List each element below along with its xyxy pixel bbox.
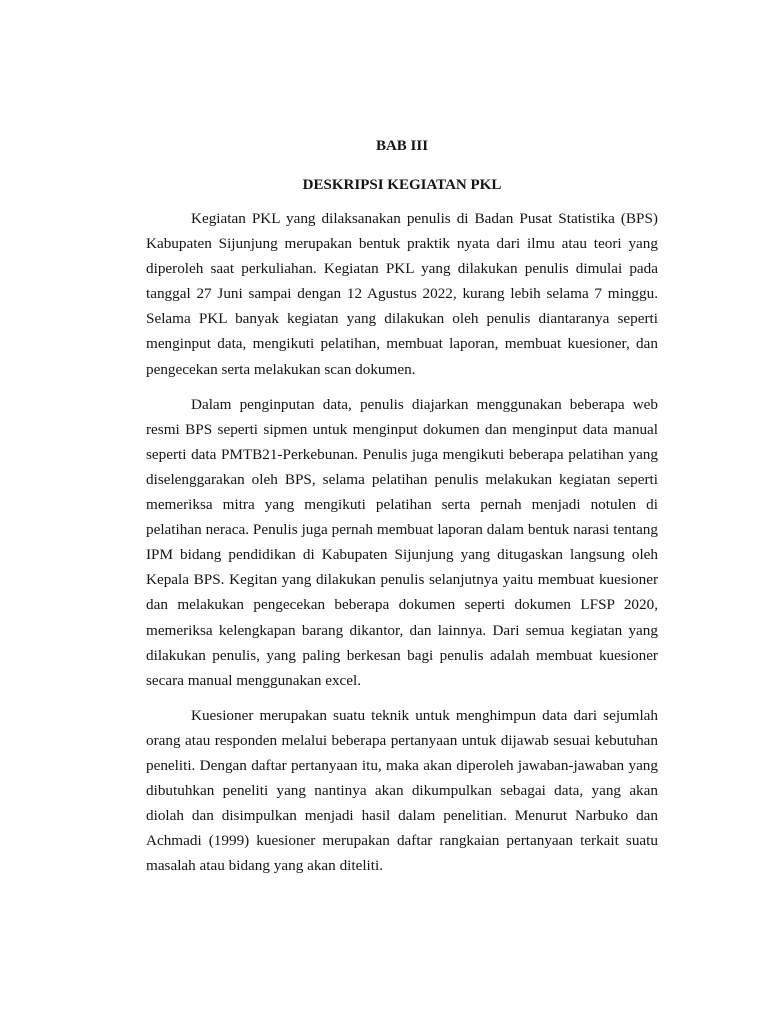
- paragraph-3: Kuesioner merupakan suatu teknik untuk menghimpun data dari sejumlah orang atau responden melalui beberapa pertanyaan untuk dijawab sesuai kebutuhan peneliti. Dengan daftar pertanyaan itu, maka akan diperoleh jawaban-jawaban yang dibutuhkan peneliti yang nantinya akan dikumpulkan sebagai data, yang akan diolah dan disimpulkan menjadi hasil dalam penelitian. Menurut Narbuko dan Achmadi (1999) kuesioner merupakan daftar rangkaian pertanyaan terkait suatu masalah atau bidang yang akan diteliti.: [146, 706, 658, 875]
- document-page: [146, 128, 658, 888]
- chapter-title: DESKRIPSI KEGIATAN PKL: [302, 177, 502, 193]
- paragraph-1: Kegiatan PKL yang dilaksanakan penulis di Badan Pusat Statistika (BPS) Kabupaten Sijunjung merupakan bentuk praktik nyata dari ilmu atau teori yang diperoleh saat perkuliahan. Kegiatan PKL yang dilakukan penulis dimulai pada tanggal 27 Juni sampai dengan 12 Agustus 2022, kurang lebih selama 7 minggu. Selama PKL banyak kegiatan yang dilakukan oleh penulis diantaranya seperti menginput data, mengikuti pelatihan, membuat laporan, membuat kuesioner, dan pengecekan serta melakukan scan dokumen.: [146, 210, 658, 378]
- paragraph-2: Dalam penginputan data, penulis diajarkan menggunakan beberapa web resmi BPS seperti sipmen untuk menginput dokumen dan menginput data manual seperti data PMTB21-Perkebunan. Penulis juga mengikuti beberapa pelatihan yang diselenggarakan oleh BPS, selama pelatihan penulis melakukan kegiatan seperti memeriksa mitra yang mengikuti pelatihan serta pernah menjadi notulen di pelatihan neraca. Penulis juga pernah membuat laporan dalam bentuk narasi tentang IPM bidang pendidikan di Kabupaten Sijunjung yang ditugaskan langsung oleh Kepala BPS. Kegitan yang dilakukan penulis selanjutnya yaitu membuat kuesioner dan melakukan pengecekan beberapa dokumen seperti dokumen LFSP 2020, memeriksa kelengkapan barang dikantor, dan lainnya. Dari semua kegiatan yang dilakukan penulis, yang paling berkesan bagi penulis adalah membuat kuesioner secara manual menggunakan excel.: [146, 395, 658, 689]
- chapter-heading: BAB III: [375, 138, 429, 154]
